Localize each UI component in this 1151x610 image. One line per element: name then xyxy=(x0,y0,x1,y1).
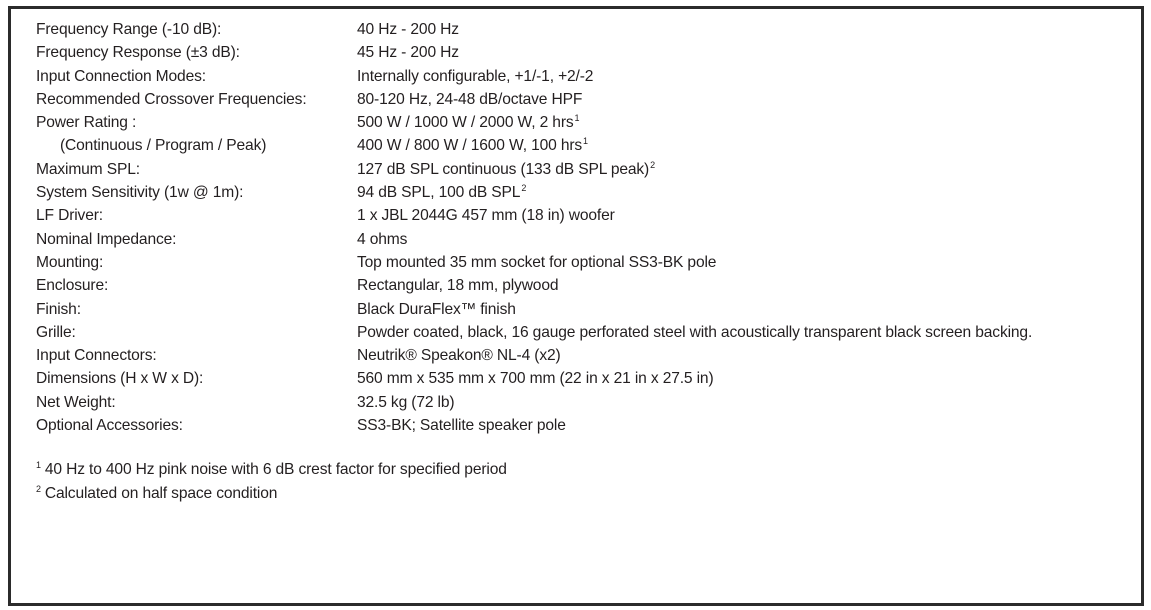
spec-label: System Sensitivity (1w @ 1m): xyxy=(36,184,244,202)
footnote-marker: 1 xyxy=(583,136,588,147)
spec-value: 32.5 kg (72 lb) xyxy=(357,393,455,411)
spec-label: (Continuous / Program / Peak) xyxy=(60,137,267,155)
spec-label: Optional Accessories: xyxy=(36,417,183,435)
footnote-marker: 2 xyxy=(650,159,655,170)
spec-label: LF Driver: xyxy=(36,207,103,225)
spec-label: Enclosure: xyxy=(36,277,109,295)
spec-value: 45 Hz - 200 Hz xyxy=(357,44,459,62)
spec-value: Powder coated, black, 16 gauge perforated steel with acoustically transparent black screen backing. xyxy=(357,323,1033,341)
spec-value: Internally configurable, +1/-1, +2/-2 xyxy=(357,67,594,85)
spec-label: Dimensions (H x W x D): xyxy=(36,370,204,388)
spec-label: Recommended Crossover Frequencies: xyxy=(36,90,307,108)
spec-value: 1 x JBL 2044G 457 mm (18 in) woofer xyxy=(357,207,615,225)
spec-value: 94 dB SPL, 100 dB SPL$^2$ xyxy=(357,183,527,202)
footnote-1 xyxy=(36,458,507,482)
footnotes xyxy=(36,458,507,506)
spec-label: Net Weight: xyxy=(36,393,116,411)
spec-value: 400 W / 800 W / 1600 W, 100 hrs$^1$ xyxy=(357,136,588,155)
spec-label: Input Connection Modes: xyxy=(36,67,206,85)
spec-value: Rectangular, 18 mm, plywood xyxy=(357,277,559,295)
spec-label: Grille: xyxy=(36,323,76,341)
spec-label: Finish: xyxy=(36,300,81,318)
footnote-text: Calculated on half space condition xyxy=(44,485,278,502)
footnote-marker: 2 xyxy=(521,183,527,194)
spec-value: 40 Hz - 200 Hz xyxy=(357,21,459,38)
spec-value: 4 ohms xyxy=(357,230,408,248)
spec-value: 560 mm x 535 mm x 700 mm (22 in x 21 in x 27.5 in) xyxy=(357,370,714,388)
footnote-marker: 1 xyxy=(36,460,41,470)
spec-value: 127 dB SPL continuous (133 dB SPL peak)$^2$ xyxy=(357,159,655,178)
spec-value: Black DuraFlex™ finish xyxy=(357,300,516,318)
spec-label: Frequency Response (±3 dB): xyxy=(36,44,240,62)
spec-label: Input Connectors: xyxy=(36,347,157,365)
spec-value: Neutrik® Speakon® NL-4 (x2) xyxy=(357,347,561,365)
spec-label: Nominal Impedance: xyxy=(36,230,177,248)
spec-value: 80-120 Hz, 24-48 dB/octave HPF xyxy=(357,90,583,108)
spec-value: SS3-BK; Satellite speaker pole xyxy=(357,417,566,435)
spec-label: Mounting: xyxy=(36,253,104,271)
footnote-marker: 1 xyxy=(574,113,580,124)
footnote-2 xyxy=(36,482,507,506)
spec-label: Frequency Range (-10 dB): xyxy=(36,21,222,38)
spec-sheet-frame xyxy=(8,6,1144,606)
spec-value: Top mounted 35 mm socket for optional SS3-BK pole xyxy=(357,253,717,271)
footnote-text: 40 Hz to 400 Hz pink noise with 6 dB crest factor for specified period xyxy=(44,461,507,478)
footnote-marker: 2 xyxy=(36,484,41,494)
spec-value: 500 W / 1000 W / 2000 W, 2 hrs$^1$ xyxy=(357,113,580,132)
spec-label: Power Rating : xyxy=(36,114,137,132)
spec-label: Maximum SPL: xyxy=(36,160,140,178)
